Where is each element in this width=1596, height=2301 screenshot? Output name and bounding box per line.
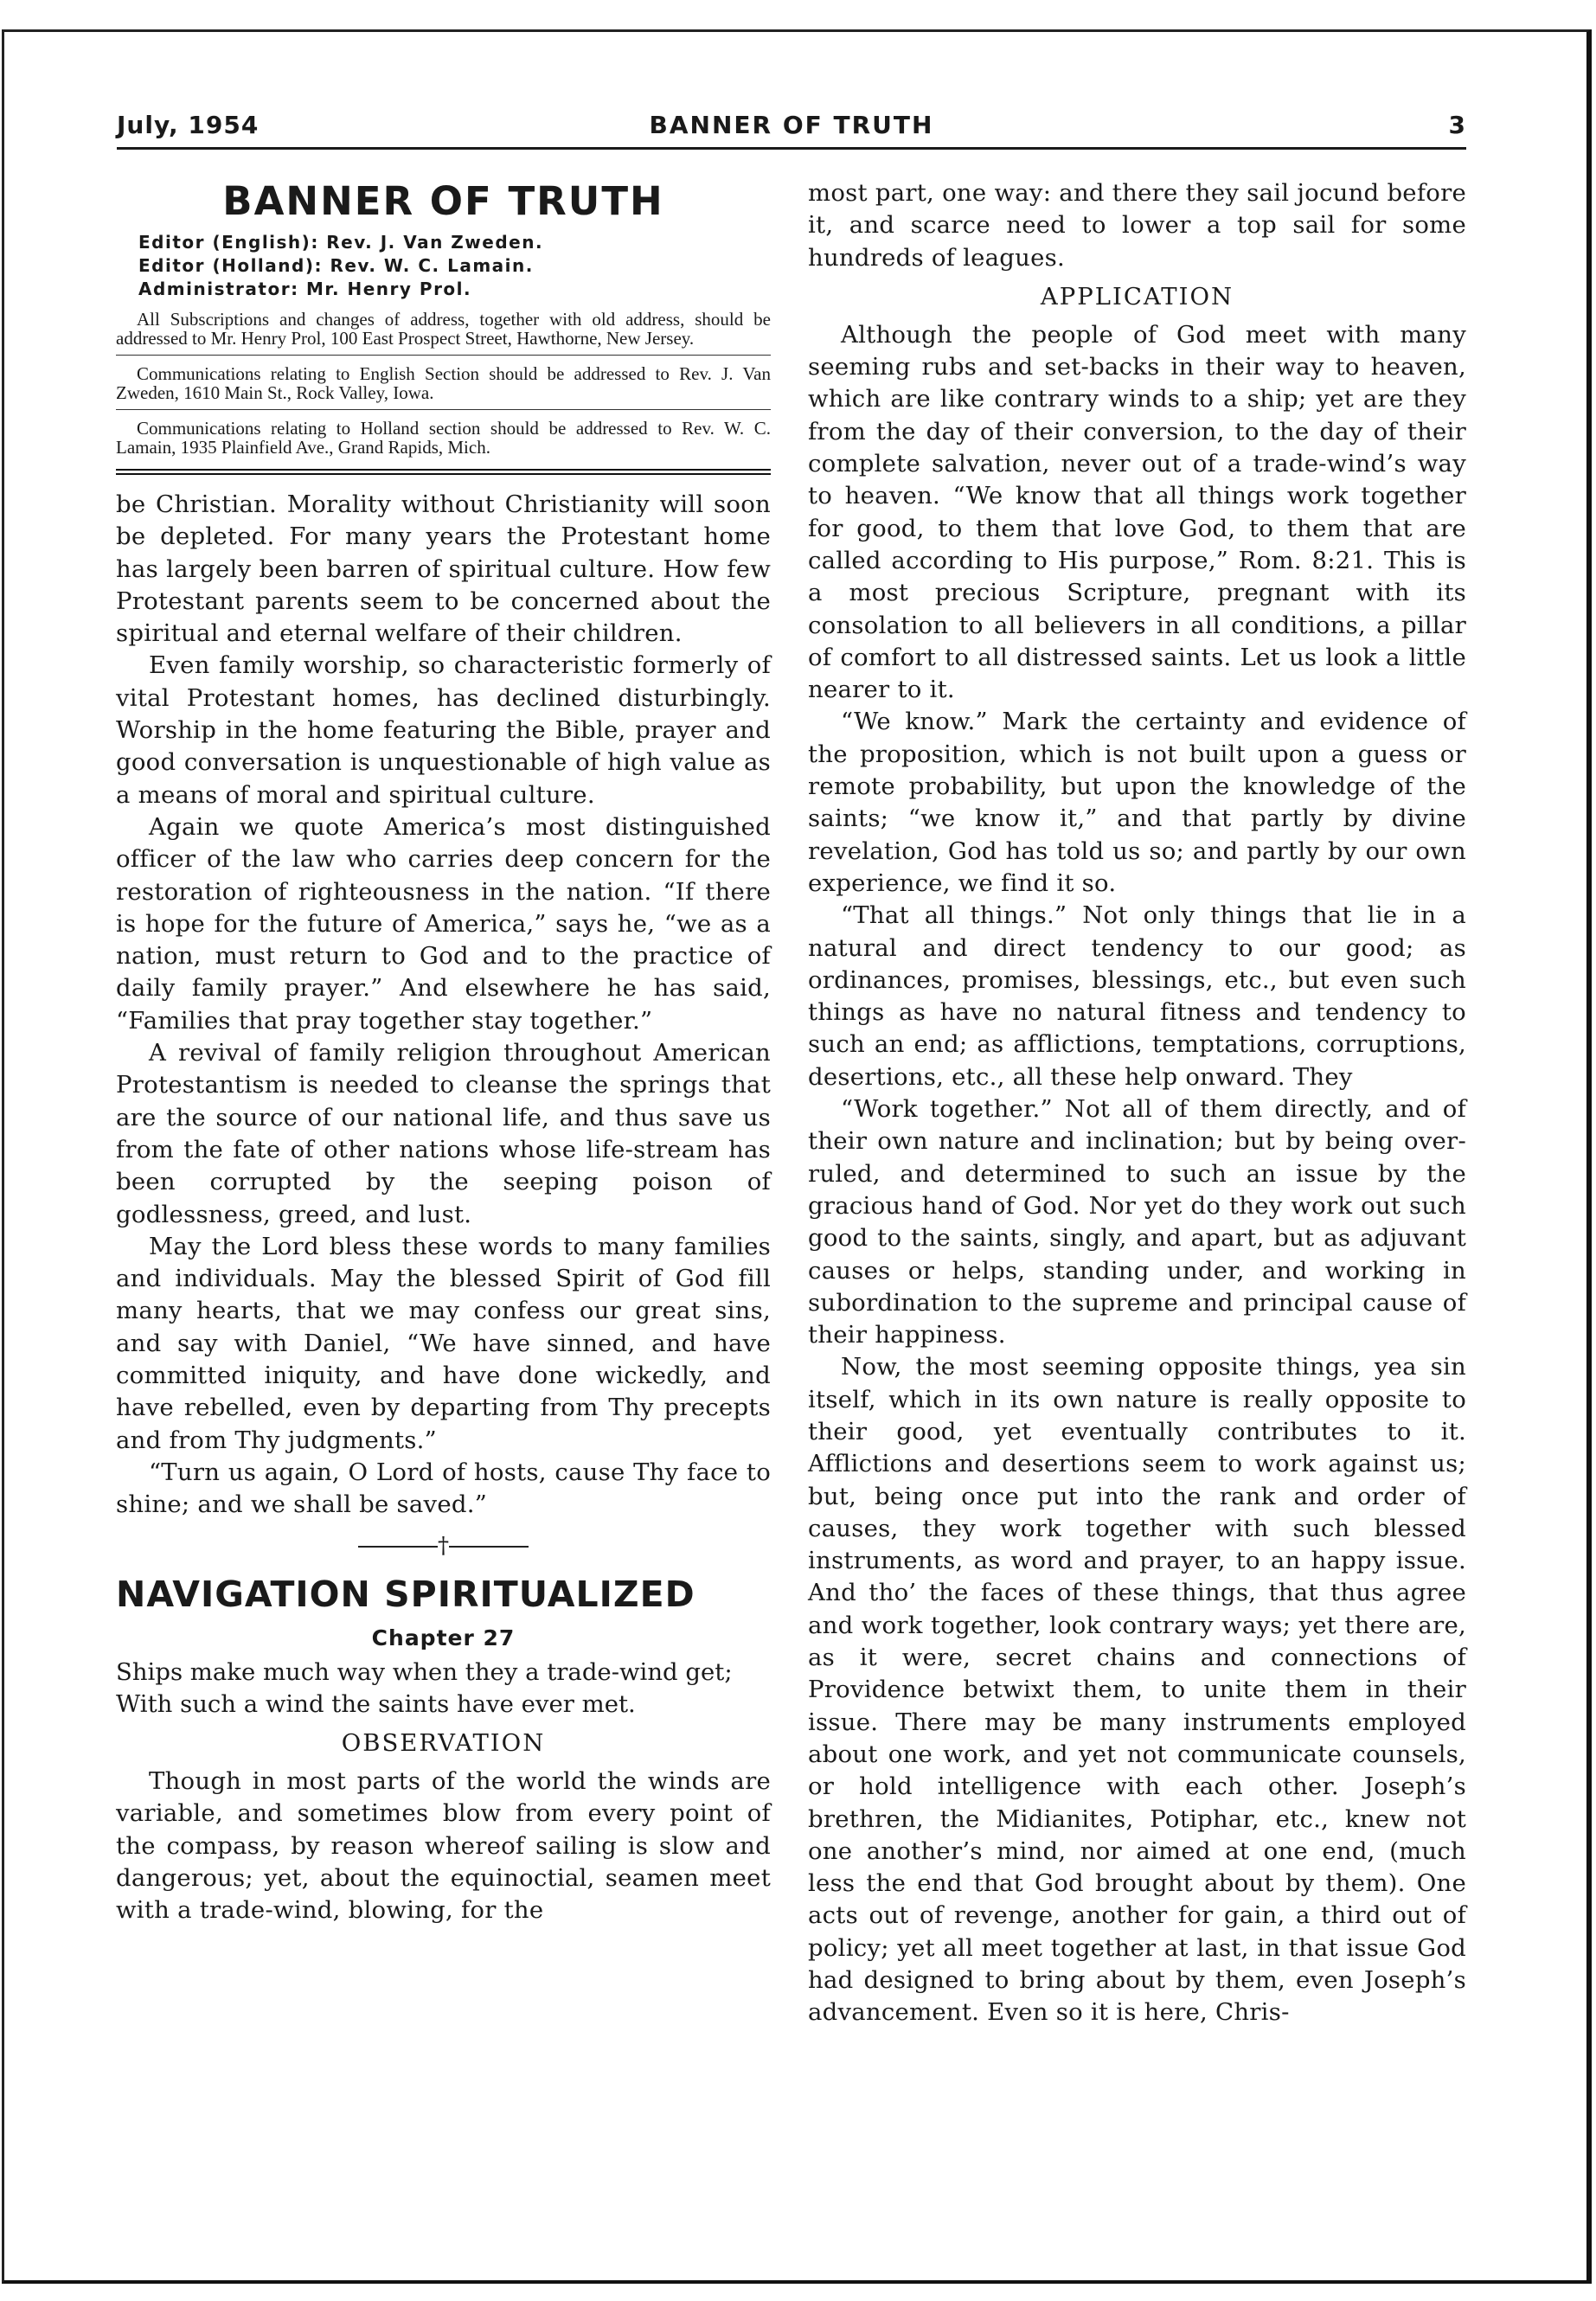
notice-divider	[116, 355, 771, 356]
paragraph: Now, the most seeming opposite things, yea sin itself, which in its own nature is really opposite to their good, yet eventually contributes to it. Afflictions and desertions seem to work against us; but, being once put into the rank and order of causes, they work together with such blessed instruments, as word and prayer, to an happy issue. And tho’ the faces of these things, that thus agree and work together, look contrary ways; yet there are, as it were, secret chains and connections of Providence betwixt them, to unite them in their issue. There may be many instruments employed about one work, and yet not communicate counsels, or hold intelligence with each other. Joseph’s brethren, the Midianites, Potiphar, etc., knew not one another’s mind, nor aimed at one end, (much less the end that God brought about by them). One acts out of revenge, another for gain, a third out of policy; yet all meet together at last, in that issue God had designed to bring about by them, even Joseph’s advancement. Even so it is here, Chris-	[808, 1353, 1466, 2027]
administrator: Administrator: Mr. Henry Prol.	[138, 279, 472, 299]
editor-english: Editor (English): Rev. J. Van Zweden.	[138, 232, 544, 253]
notice-english-section: Communications relating to English Section should be addressed to Rev. J. Van Zweden, 1610 Main St., Rock Valley, Iowa.	[116, 363, 771, 403]
header-date: July, 1954	[117, 111, 260, 139]
notice-holland-section: Communications relating to Holland section should be addressed to Rev. W. C. Lamain, 1935 Plainfield Ave., Grand Rapids, Mich.	[116, 418, 771, 458]
paragraph: May the Lord bless these words to many families and individuals. May the blessed Spirit of God fill many hearts, that we may confess our great sins, and say with Daniel, “We have sinned, and have committed iniquity, and have done wickedly, and have rebelled, even by departing from Thy precepts and from Thy judgments.”	[116, 1232, 771, 1454]
section-separator	[116, 1527, 771, 1565]
separator-rule	[449, 1546, 529, 1548]
chapter-heading: Chapter 27	[371, 1625, 516, 1650]
editor-holland: Editor (Holland): Rev. W. C. Lamain.	[138, 255, 534, 276]
verse-line: Ships make much way when they a trade-wind get;	[116, 1657, 733, 1686]
header-rule	[117, 147, 1466, 150]
paragraph: “We know.” Mark the certainty and evidence of the proposition, which is not built upon a guess or remote probability, but upon the knowledge of the saints; “we know it,” and that partly by divine revelation, God has told us so; and partly by our own experience, we find it so.	[808, 708, 1466, 897]
header-publication: BANNER OF TRUTH	[649, 111, 934, 139]
paragraph: Again we quote America’s most distinguished officer of the law who carries deep concern for the restoration of righteousness in the nation. “If there is hope for the future of America,” says he, “we as a nation, must return to God and to the practice of daily family prayer.” And elsewhere he has said, “Families that pray together stay together.”	[116, 812, 771, 1035]
paragraph: Although the people of God meet with many seeming rubs and set-backs in their way to heaven, which are like contrary winds to a ship; yet are they from the day of their conversion, to the day of their complete salvation, never out of a trade-wind’s way to heaven. “We know that all things work together for good, to them that love God, to them that are called according to His purpose,” Rom. 8:21. This is a most precious Scripture, pregnant with its consolation to all believers in all conditions, a pillar of comfort to all distressed saints. Let us look a little nearer to it.	[808, 320, 1466, 704]
dagger-icon: †	[438, 1532, 449, 1559]
notice-subscriptions: All Subscriptions and changes of address, together with old address, should be addressed to Mr. Henry Prol, 100 East Prospect Street, Hawthorne, New Jersey.	[116, 309, 771, 349]
running-header	[117, 111, 1466, 147]
paragraph: “Work together.” Not all of them directly, and of their own nature and inclination; but by being over-ruled, and determined to such an issue by the gracious hand of God. Nor yet do they work out such good to the saints, singly, and apart, but as adjuvant causes or helps, standing under, and working in subordination to the supreme and principal cause of their happiness.	[808, 1095, 1466, 1349]
right-column	[808, 177, 1466, 2029]
paragraph: Even family worship, so characteristic formerly of vital Protestant homes, has declined disturbingly. Worship in the home featuring the Bible, prayer and good conversation is unquestionable of high value as a means of moral and spiritual culture.	[116, 651, 771, 809]
paragraph: “Turn us again, O Lord of hosts, cause Thy face to shine; and we shall be saved.”	[116, 1458, 771, 1519]
paragraph: be Christian. Morality without Christianity will soon be depleted. For many years the Protestant home has largely been barren of spiritual culture. How few Protestant parents seem to be concerned about the spiritual and eternal welfare of their children.	[116, 490, 771, 648]
paragraph: Though in most parts of the world the winds are variable, and sometimes blow from every point of the compass, by reason whereof sailing is slow and dangerous; yet, about the equinoctial, seamen meet with a trade-wind, blowing, for the	[116, 1767, 771, 1925]
notice-divider	[116, 409, 771, 410]
paragraph: “That all things.” Not only things that lie in a natural and direct tendency to our good; as ordinances, promises, blessings, etc., but even such things as have no natural fitness and tendency to such an end; as afflictions, temptations, corruptions, desertions, etc., all these help onward. They	[808, 901, 1466, 1091]
masthead-title: BANNER OF TRUTH	[222, 178, 664, 224]
application-heading: APPLICATION	[1040, 282, 1234, 311]
verse-line: With such a wind the saints have ever met.	[116, 1689, 636, 1718]
masthead	[116, 179, 771, 475]
separator-rule	[358, 1546, 438, 1548]
paragraph: most part, one way: and there they sail jocund before it, and scarce need to lower a top sail for some hundreds of leagues.	[808, 179, 1466, 272]
article-title: NAVIGATION SPIRITUALIZED	[116, 1573, 695, 1615]
observation-heading: OBSERVATION	[341, 1729, 546, 1758]
left-column	[116, 177, 771, 1927]
paragraph: A revival of family religion throughout American Protestantism is needed to cleanse the springs that are the source of our national life, and thus save us from the fate of other nations whose life-stream has been corrupted by the seeping poison of godlessness, greed, and lust.	[116, 1039, 771, 1228]
masthead-double-rule	[116, 469, 771, 475]
header-page-number: 3	[1448, 111, 1466, 139]
